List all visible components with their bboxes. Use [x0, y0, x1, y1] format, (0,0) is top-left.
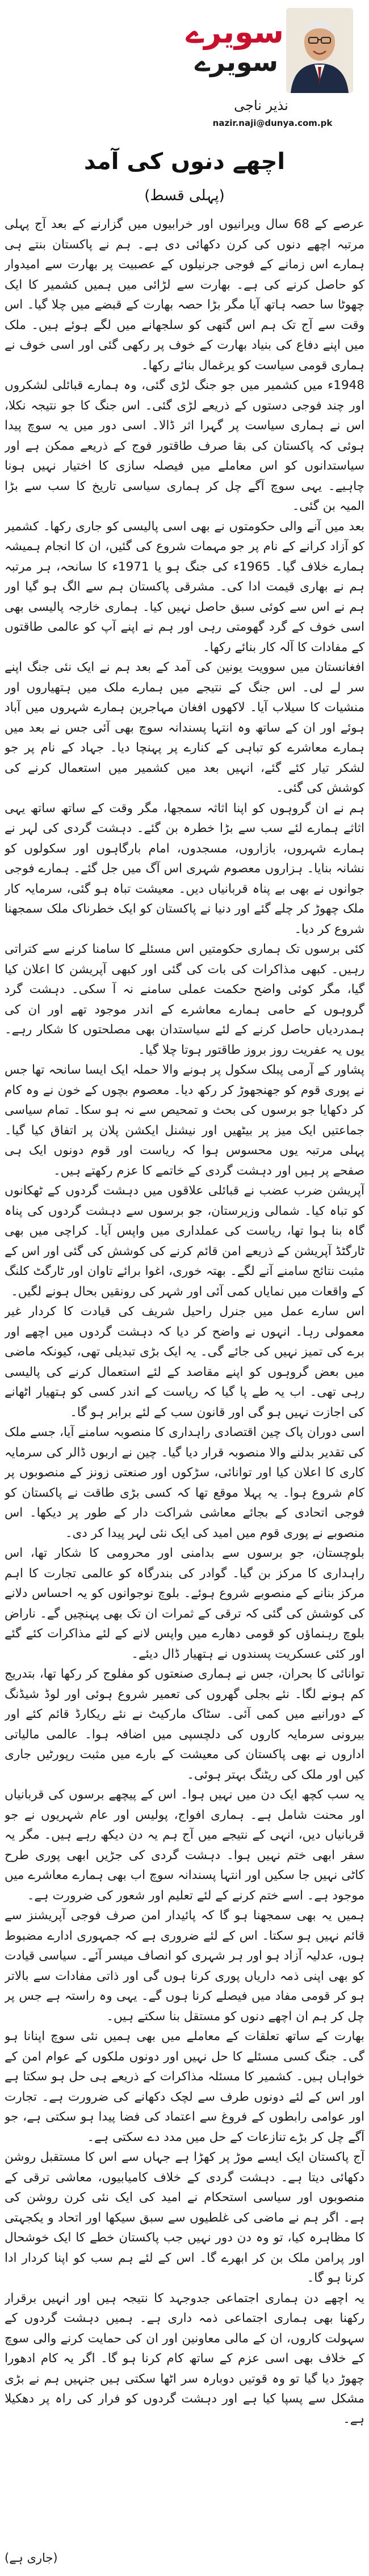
author-portrait-image — [286, 8, 353, 93]
paragraph: اس سارے عمل میں جنرل راحیل شریف کی قیادت کا کردار غیر معمولی رہا۔ انہوں نے واضح کر دیا کہ دہشت گردوں میں اچھے اور برے کی تمیز نہیں کی جائے گی۔ یہ ایک بڑی تبدیلی تھی، کیونکہ ماضی میں بعض گروہوں کو اپنے مقاصد کے لئے استعمال کرنے کی پالیسی رہی تھی۔ اب یہ طے پا گیا کہ ریاست کے اندر کسی کو ہتھیار اٹھانے کی اجازت نہیں ہو گی اور قانون سب کے لئے برابر ہو گا۔ — [5, 1304, 364, 1420]
paragraph: ہمیں یہ بھی سمجھنا ہو گا کہ پائیدار امن صرف فوجی آپریشنز سے قائم نہیں ہو سکتا۔ اس کے لئے ضروری ہے کہ جمہوری ادارے مضبوط ہوں، عدلیہ آزاد ہو اور ہر شہری کو انصاف میسر آئے۔ سیاسی قیادت کو بھی اپنی ذمہ داریاں پوری کرنا ہوں گی اور ذاتی مفادات سے بالاتر ہو کر قومی مفاد میں فیصلے کرنا ہوں گے۔ یہی وہ راستہ ہے جس پر چل کر ہم ان اچھے دنوں کو مستقل بنا سکتے ہیں۔ — [5, 1908, 364, 2024]
logo-line-2: سویرے — [195, 47, 278, 77]
paragraph: بعد میں آنے والی حکومتوں نے بھی اسی پالیسی کو جاری رکھا۔ کشمیر کو آزاد کرانے کے نام پر جو مہمات شروع کی گئیں، ان کا انجام ہمیشہ ہمارے خلاف گیا۔ 1965ء کی جنگ ہو یا 1971ء کا سانحہ، ہر مرتبہ ہم نے بھاری قیمت ادا کی۔ مشرقی پاکستان ہم سے الگ ہو گیا اور ہم نے اس سے کوئی سبق حاصل نہیں کیا۔ ہماری خارجہ پالیسی بھی اسی خوف کے گرد گھومتی رہی اور ہم نے اپنے آپ کو عالمی طاقتوں کے مفادات کا آلہ کار بنائے رکھا۔ — [5, 519, 364, 654]
paragraph: ہم نے ان گروہوں کو اپنا اثاثہ سمجھا، مگر وقت کے ساتھ ساتھ یہی اثاثے ہمارے لئے سب سے بڑا خطرہ بن گئے۔ دہشت گردی کی لہر نے ہمارے شہروں، بازاروں، مسجدوں، امام بارگاہوں اور سکولوں کو نشانہ بنایا۔ ہزاروں معصوم شہری اس آگ میں جل گئے۔ ہمارے فوجی جوانوں نے بھی بے پناہ قربانیاں دیں۔ معیشت تباہ ہو گئی، سرمایہ کار ملک چھوڑ کر چلے گئے اور دنیا نے پاکستان کو ایک خطرناک ملک سمجھنا شروع کر دیا۔ — [5, 801, 364, 936]
continued-note: (جاری ہے) — [5, 2551, 58, 2565]
article-body — [5, 214, 364, 2568]
paragraph: اسی دوران پاک چین اقتصادی راہداری کا منصوبہ سامنے آیا، جسے ملک کی تقدیر بدلنے والا منصوبہ قرار دیا گیا۔ چین نے اربوں ڈالر کی سرمایہ کاری کا اعلان کیا اور توانائی، سڑکوں اور صنعتی زونز کے منصوبوں پر کام شروع ہوا۔ یہ پہلا موقع تھا کہ کسی بڑی طاقت نے پاکستان کو فوجی اتحادی کے بجائے معاشی شراکت دار کے طور پر دیکھا۔ اس منصوبے نے پوری قوم میں امید کی ایک نئی لہر پیدا کر دی۔ — [5, 1425, 364, 1540]
paragraph: افغانستان میں سوویت یونین کی آمد کے بعد ہم نے ایک نئی جنگ اپنے سر لے لی۔ اس جنگ کے نتیجے میں ہمارے ملک میں ہتھیاروں اور منشیات کا سیلاب آیا۔ لاکھوں افغان مہاجرین ہمارے شہروں میں آباد ہوئے اور ان کے ساتھ وہ انتہا پسندانہ سوچ بھی آئی جس نے بعد میں ہمارے معاشرے کو تباہی کے کنارے پر پہنچا دیا۔ جہاد کے نام پر جو لشکر تیار کئے گئے، انہیں بعد میں کشمیر میں استعمال کرنے کی کوشش کی گئی۔ — [5, 660, 364, 795]
paragraph: یہ اچھے دن ہماری اجتماعی جدوجہد کا نتیجہ ہیں اور انہیں برقرار رکھنا بھی ہماری اجتماعی ذمہ داری ہے۔ ہمیں دہشت گردوں کے سہولت کاروں، ان کے مالی معاونین اور ان کی حمایت کرنے والی سوچ کے خلاف بھی اسی عزم کے ساتھ کام کرنا ہو گا۔ اگر یہ کام ادھورا چھوڑ دیا گیا تو وہ قوتیں دوبارہ سر اٹھا سکتی ہیں جنہیں ہم نے بڑی مشکل سے پسپا کیا ہے اور دہشت گردوں کو فرار کی راہ پر دھکیلا ہے۔ — [5, 2291, 364, 2426]
paragraph: پشاور کے آرمی پبلک سکول پر ہونے والا حملہ ایک ایسا سانحہ تھا جس نے پوری قوم کو جھنجھوڑ کر رکھ دیا۔ معصوم بچوں کے خون نے وہ کام کر دکھایا جو برسوں کی بحث و تمحیص سے نہ ہو سکا۔ تمام سیاسی جماعتیں ایک میز پر بیٹھیں اور نیشنل ایکشن پلان پر اتفاق کیا گیا۔ پہلی مرتبہ یوں محسوس ہوا کہ ریاست اور قوم دونوں ایک ہی صفحے پر ہیں اور دہشت گردی کے خاتمے کا عزم رکھتے ہیں۔ — [5, 1063, 364, 1178]
author-portrait — [286, 8, 353, 93]
author-name: نذیر ناجی — [234, 98, 288, 113]
column-logo — [187, 5, 358, 95]
paragraph: کئی برسوں تک ہماری حکومتیں اس مسئلے کا سامنا کرنے سے کتراتی رہیں۔ کبھی مذاکرات کی بات کی گئی اور کبھی آپریشن کا اعلان کیا گیا، مگر کوئی واضح حکمت عملی سامنے نہ آ سکی۔ دہشت گرد گروہوں کے حامی ہمارے معاشرے کے اندر موجود تھے اور ان کی ہمدردیاں حاصل کرنے کے لئے سیاستدان بھی مصلحتوں کا شکار رہے۔ یوں یہ عفریت روز بروز طاقتور ہوتا چلا گیا۔ — [5, 942, 364, 1057]
article-subhead: (پہلی قسط) — [144, 187, 225, 204]
paragraph: بھارت کے ساتھ تعلقات کے معاملے میں بھی ہمیں نئی سوچ اپنانا ہو گی۔ جنگ کسی مسئلے کا حل نہیں اور دونوں ملکوں کے عوام امن کے خواہاں ہیں۔ کشمیر کا مسئلہ مذاکرات کے ذریعے ہی حل ہو سکتا ہے اور اس کے لئے دونوں طرف سے لچک دکھانے کی ضرورت ہے۔ تجارت اور عوامی رابطوں کے فروغ سے اعتماد کی فضا پیدا ہو سکتی ہے، جو آگے چل کر بڑے تنازعات کے حل میں مدد دے سکتی ہے۔ — [5, 2029, 364, 2144]
author-email: nazir.naji@dunya.com.pk — [212, 118, 333, 128]
paragraph: توانائی کا بحران، جس نے ہماری صنعتوں کو مفلوج کر رکھا تھا، بتدریج کم ہونے لگا۔ نئے بجلی گھروں کی تعمیر شروع ہوئی اور لوڈ شیڈنگ کے دورانیے میں کمی آئی۔ سٹاک مارکیٹ نے نئے ریکارڈ قائم کئے اور بیرونی سرمایہ کاروں کی دلچسپی میں اضافہ ہوا۔ عالمی مالیاتی اداروں نے بھی پاکستان کی معیشت کے بارے میں مثبت رپورٹیں جاری کیں اور ملک کی ریٹنگ بہتر ہوئی۔ — [5, 1667, 364, 1782]
paragraph: 1948ء میں کشمیر میں جو جنگ لڑی گئی، وہ ہمارے قبائلی لشکروں اور چند فوجی دستوں کے ذریعے لڑی گئی۔ اس جنگ کا جو نتیجہ نکلا، اس نے ہماری سیاست پر گہرا اثر ڈالا۔ اسی دور میں یہ سوچ پیدا ہوئی کہ پاکستان کی بقا صرف طاقتور فوج کے ذریعے ممکن ہے اور سیاستدانوں کو اس معاملے میں فیصلہ سازی کا اختیار نہیں ہونا چاہیے۔ یہی سوچ آگے چل کر ہماری سیاسی تاریخ کا سب سے بڑا المیہ بن گئی۔ — [5, 378, 364, 513]
paragraph: بلوچستان، جو برسوں سے بدامنی اور محرومی کا شکار تھا، اس راہداری کا مرکز بن گیا۔ گوادر کی بندرگاہ کو عالمی تجارت کا اہم مرکز بنانے کے منصوبے شروع ہوئے۔ بلوچ نوجوانوں کو یہ احساس دلانے کی کوشش کی گئی کہ ترقی کے ثمرات ان تک بھی پہنچیں گے۔ ناراض بلوچ رہنماؤں کو قومی دھارے میں واپس لانے کے لئے مذاکرات کئے گئے اور کئی عسکریت پسندوں نے ہتھیار ڈال دیئے۔ — [5, 1546, 364, 1661]
paragraph: آج پاکستان ایک ایسے موڑ پر کھڑا ہے جہاں سے اس کا مستقبل روشن دکھائی دیتا ہے۔ دہشت گردی کے خلاف کامیابیوں، معاشی ترقی کے منصوبوں اور سیاسی استحکام نے امید کی ایک نئی کرن روشن کی ہے۔ اگر ہم نے ماضی کی غلطیوں سے سبق سیکھا اور اتحاد و یکجہتی کا مظاہرہ کیا، تو وہ دن دور نہیں جب پاکستان خطے کا ایک خوشحال اور پرامن ملک بن کر ابھرے گا۔ اس کے لئے ہم سب کو اپنا کردار ادا کرنا ہو گا۔ — [5, 2150, 364, 2285]
article-headline: اچھے دنوں کی آمد — [83, 149, 286, 175]
logo-line-1: سویرے — [186, 14, 284, 50]
paragraph: یہ سب کچھ ایک دن میں نہیں ہوا۔ اس کے پیچھے برسوں کی قربانیاں اور محنت شامل ہے۔ ہماری افواج، پولیس اور عام شہریوں نے جو قربانیاں دیں، انہی کے نتیجے میں آج ہم یہ دن دیکھ رہے ہیں۔ مگر یہ سفر ابھی ختم نہیں ہوا۔ دہشت گردی کی جڑیں ابھی پوری طرح کاٹی نہیں جا سکیں اور انتہا پسندانہ سوچ اب بھی ہمارے معاشرے میں موجود ہے۔ اسے ختم کرنے کے لئے تعلیم اور شعور کی ضرورت ہے۔ — [5, 1788, 364, 1903]
paragraph: آپریشن ضرب عضب نے قبائلی علاقوں میں دہشت گردوں کے ٹھکانوں کو تباہ کیا۔ شمالی وزیرستان، جو برسوں سے دہشت گردوں کی پناہ گاہ بنا ہوا تھا، ریاست کی عملداری میں واپس آیا۔ کراچی میں بھی ٹارگٹڈ آپریشن کے ذریعے امن قائم کرنے کی کوشش کی گئی اور اس کے مثبت نتائج سامنے آنے لگے۔ بھتہ خوری، اغوا برائے تاوان اور ٹارگٹ کلنگ کے واقعات میں نمایاں کمی آئی اور شہر کی رونقیں بحال ہونے لگیں۔ — [5, 1184, 364, 1299]
masthead — [0, 0, 369, 204]
paragraph: عرصے کے 68 سال ویرانیوں اور خرابیوں میں گزارنے کے بعد آج پہلی مرتبہ اچھے دنوں کی کرن دکھائی دی ہے۔ ہم نے پاکستان بنتے ہی ہمارے اس زمانے کے فوجی جرنیلوں کے عصبیت پر بھارت سے امیدوار کو حاصل کرنے کی ہے۔ بھارت سے لڑائی میں ہمیں کشمیر کا ایک چھوٹا سا حصہ ہاتھ آیا مگر بڑا حصہ بھارت کے قبضے میں چلا گیا۔ اس وقت سے آج تک ہم اس گتھی کو سلجھانے میں لگے ہوئے ہیں۔ ملک میں اپنے دفاع کی بنیاد بھارت کے خوف پر رکھی گئی اور اسی خوف نے ہماری قومی سیاست کو یرغمال بنائے رکھا۔ — [5, 217, 364, 373]
